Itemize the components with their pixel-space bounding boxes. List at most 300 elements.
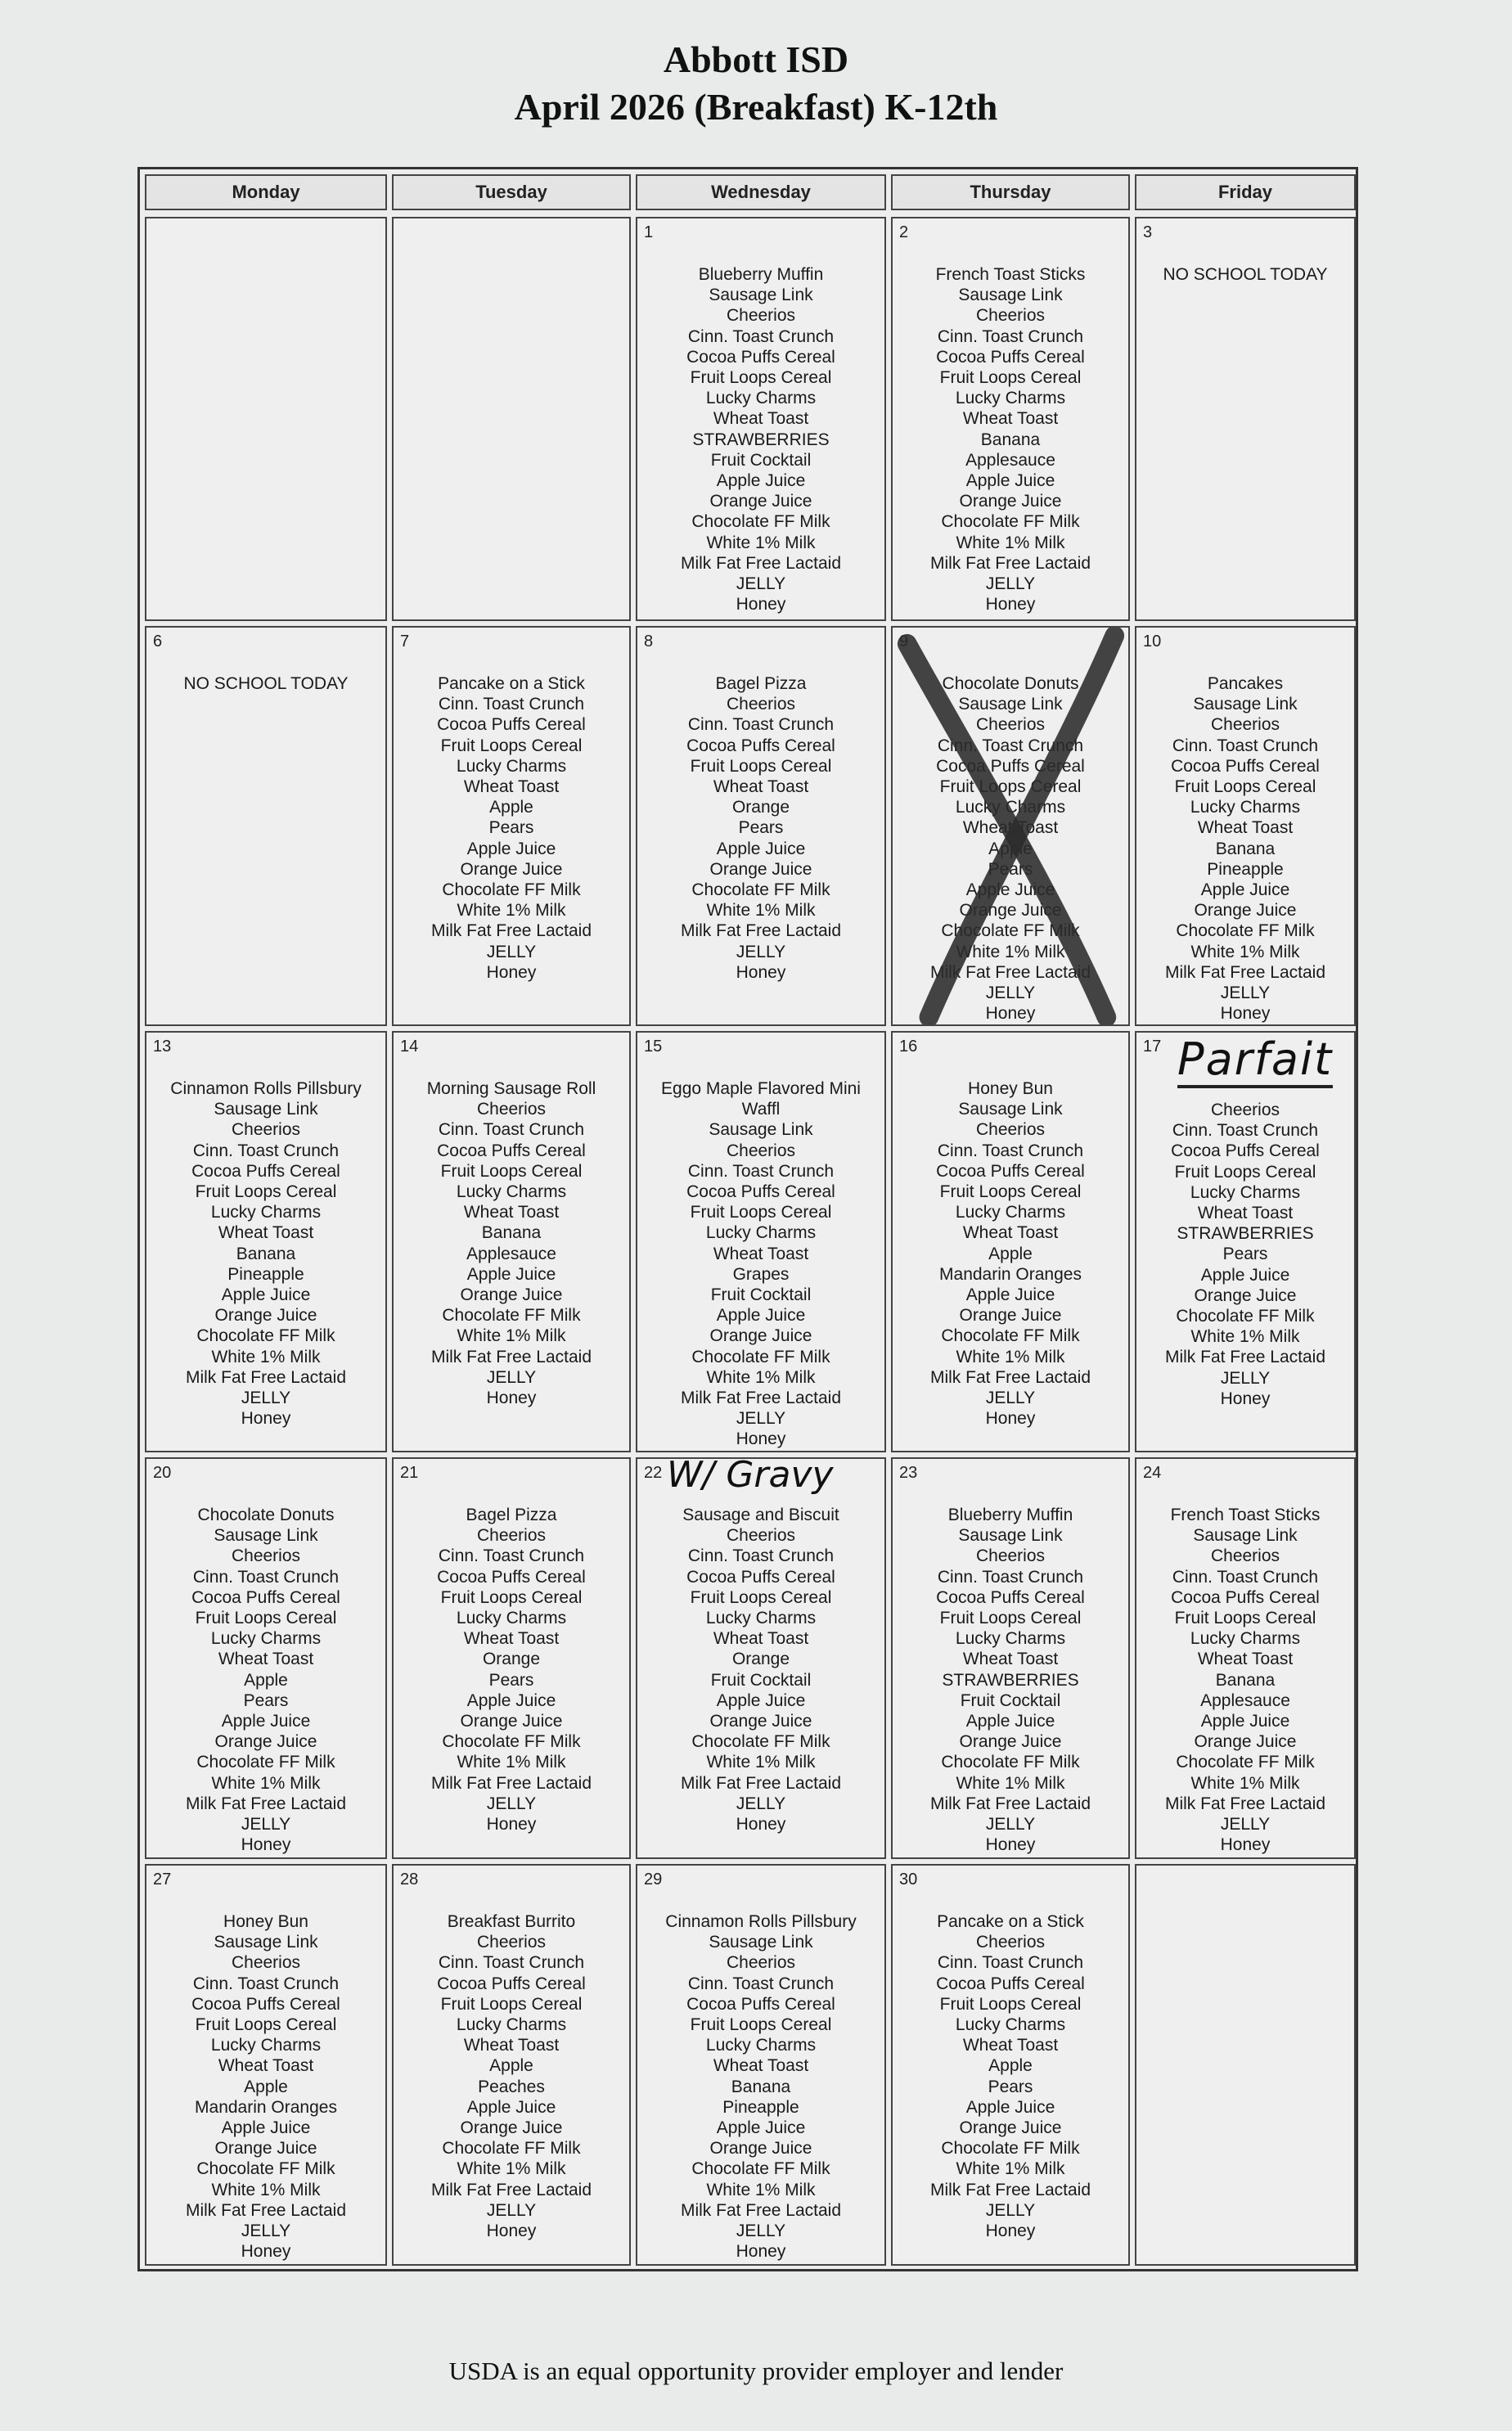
menu-item: Honey (241, 1409, 291, 1429)
menu-item: French Toast Sticks (935, 265, 1086, 284)
day-number: 30 (899, 1871, 918, 1889)
day-cell-15 (636, 1031, 886, 1452)
menu-item: Cheerios (1210, 1101, 1280, 1119)
menu-item: Applesauce (1200, 1690, 1290, 1710)
menu-item: Cocoa Puffs Cereal (437, 1974, 586, 1993)
menu-item: Fruit Loops Cereal (690, 368, 832, 388)
menu-item: Orange (482, 1650, 541, 1669)
menu-item: White 1% Milk (956, 2159, 1065, 2179)
day-number: 9 (899, 633, 909, 651)
menu-item-list (893, 1505, 1128, 1855)
menu-item: Lucky Charms (210, 1629, 322, 1649)
day-cell-28 (392, 1864, 631, 2266)
menu-item: Apple (244, 2077, 288, 2096)
menu-item: Blueberry Muffin (698, 265, 824, 284)
menu-item: Milk Fat Free Lactaid (929, 962, 1091, 982)
menu-item: Milk Fat Free Lactaid (1164, 1348, 1326, 1367)
day-cell-30 (891, 1864, 1130, 2266)
day-cell-9 (891, 626, 1130, 1026)
menu-item: Pancakes (1207, 674, 1284, 693)
menu-item: Fruit Loops Cereal (690, 1587, 832, 1607)
menu-item: Cinn. Toast Crunch (1172, 1567, 1319, 1587)
menu-item: Chocolate FF Milk (442, 2139, 581, 2159)
menu-item: Chocolate Donuts (942, 674, 1079, 693)
menu-item: Cinn. Toast Crunch (192, 1567, 340, 1587)
menu-item: Lucky Charms (210, 1203, 322, 1222)
menu-item: Orange Juice (1194, 1732, 1297, 1752)
day-cell-29 (636, 1864, 886, 2266)
document-title (0, 36, 1512, 131)
menu-item-list (1136, 673, 1354, 1024)
weekday-header-thursday: Thursday (891, 174, 1130, 210)
district-name: Abbott ISD (663, 38, 849, 80)
menu-item: Wheat Toast (713, 1244, 809, 1263)
menu-item: Honey (985, 1835, 1036, 1855)
menu-item: Apple Juice (221, 1285, 311, 1305)
menu-item: Wheat Toast (962, 2036, 1059, 2055)
menu-item: Apple Juice (716, 1690, 806, 1710)
menu-item: Sausage Link (709, 286, 813, 305)
menu-item: Fruit Loops Cereal (690, 2015, 832, 2035)
empty-day-cell (392, 217, 631, 621)
menu-item: Orange Juice (460, 2118, 563, 2138)
menu-item: Cocoa Puffs Cereal (1171, 756, 1320, 776)
menu-item: Fruit Loops Cereal (1174, 1162, 1316, 1182)
day-cell-27 (145, 1864, 387, 2266)
menu-item: Chocolate FF Milk (691, 2159, 830, 2179)
day-number: 28 (400, 1871, 419, 1889)
menu-item: Apple Juice (1200, 880, 1290, 900)
menu-item: French Toast Sticks (1170, 1506, 1321, 1524)
menu-item: Lucky Charms (955, 798, 1066, 817)
menu-item: Lucky Charms (955, 389, 1066, 408)
menu-item: Cocoa Puffs Cereal (686, 1994, 835, 2014)
day-number: 13 (153, 1038, 172, 1056)
menu-item: Orange Juice (214, 1306, 317, 1326)
menu-item: Cinn. Toast Crunch (687, 1546, 835, 1566)
menu-item: Cheerios (231, 1953, 301, 1973)
menu-item: Apple (988, 1244, 1033, 1263)
menu-item: Pears (1222, 1245, 1268, 1264)
day-number: 23 (899, 1464, 918, 1482)
menu-item: Orange Juice (959, 2118, 1062, 2138)
menu-item: Cinn. Toast Crunch (687, 1974, 835, 1993)
menu-item: Grapes (732, 1264, 790, 1284)
menu-item: Wheat Toast (1197, 818, 1294, 838)
menu-item: Milk Fat Free Lactaid (680, 2200, 842, 2220)
menu-item: Chocolate FF Milk (442, 1732, 581, 1752)
menu-item: Honey (985, 2222, 1036, 2241)
menu-item: Cocoa Puffs Cereal (437, 715, 586, 735)
weekday-header-monday: Monday (145, 174, 387, 210)
menu-item: White 1% Milk (706, 1753, 816, 1772)
menu-item-list (637, 673, 884, 983)
menu-item: Sausage Link (214, 1933, 318, 1952)
menu-item: Chocolate FF Milk (691, 880, 830, 900)
menu-item: Chocolate FF Milk (941, 921, 1080, 941)
day-cell-16 (891, 1031, 1130, 1452)
day-number: 16 (899, 1038, 918, 1056)
menu-item: Cocoa Puffs Cereal (437, 1141, 586, 1160)
menu-item: Apple Juice (466, 1690, 556, 1710)
empty-day-cell (145, 217, 387, 621)
menu-item: White 1% Milk (956, 942, 1065, 961)
menu-item: STRAWBERRIES (692, 430, 830, 449)
menu-item: Orange Juice (709, 492, 812, 511)
menu-item: JELLY (985, 1815, 1036, 1835)
menu-item: Cinn. Toast Crunch (1172, 1121, 1319, 1141)
menu-item-list (1136, 1100, 1354, 1409)
day-cell-14 (392, 1031, 631, 1452)
menu-item: White 1% Milk (956, 533, 1065, 552)
menu-item: Lucky Charms (955, 2015, 1066, 2035)
menu-item: Lucky Charms (955, 1629, 1066, 1649)
menu-item: Banana (1215, 839, 1276, 858)
day-cell-20 (145, 1457, 387, 1859)
menu-item: Chocolate FF Milk (196, 1753, 335, 1772)
day-number: 3 (1143, 223, 1153, 241)
menu-item: Lucky Charms (705, 389, 817, 408)
menu-item: Blueberry Muffin (947, 1506, 1073, 1524)
menu-item: Fruit Loops Cereal (1174, 777, 1316, 797)
menu-item-list (394, 673, 629, 983)
menu-item: Cocoa Puffs Cereal (936, 756, 1085, 776)
menu-item: Cinn. Toast Crunch (192, 1141, 340, 1160)
menu-item: Wheat Toast (463, 1203, 560, 1222)
menu-item: Apple Juice (965, 471, 1055, 491)
menu-item: Cocoa Puffs Cereal (936, 1587, 1085, 1607)
menu-item: Cinn. Toast Crunch (1172, 736, 1319, 755)
menu-item: Apple Juice (716, 2118, 806, 2138)
menu-item: Honey Bun (968, 1079, 1053, 1098)
menu-item: Honey Bun (223, 1912, 308, 1931)
day-number: 21 (400, 1464, 419, 1482)
day-cell-3 (1135, 217, 1356, 621)
menu-item: Milk Fat Free Lactaid (680, 921, 842, 941)
menu-item: Apple Juice (1200, 1265, 1290, 1285)
menu-item: Milk Fat Free Lactaid (929, 2180, 1091, 2199)
menu-item: Wheat Toast (463, 777, 560, 797)
menu-item: Cocoa Puffs Cereal (191, 1994, 340, 2014)
menu-item: Chocolate FF Milk (196, 1326, 335, 1346)
menu-item-list (893, 1911, 1128, 2241)
menu-item: White 1% Milk (457, 901, 566, 921)
menu-item: Honey (241, 2242, 291, 2262)
menu-item: Chocolate FF Milk (1176, 1307, 1315, 1326)
menu-item: Pears (488, 1670, 534, 1690)
menu-item: Wheat Toast (713, 777, 809, 797)
menu-item: Fruit Loops Cereal (939, 1609, 1082, 1628)
menu-item-list (146, 1505, 385, 1855)
menu-item: Apple Juice (965, 880, 1055, 900)
menu-item: JELLY (486, 1794, 537, 1813)
menu-item: Cocoa Puffs Cereal (936, 1161, 1085, 1181)
day-number: 7 (400, 633, 410, 651)
menu-item-list (146, 673, 385, 694)
menu-item: Sausage Link (214, 1526, 318, 1546)
menu-item: Pears (988, 859, 1033, 879)
menu-item: Honey (1220, 1004, 1271, 1024)
menu-item-list (394, 1078, 629, 1408)
empty-day-cell (1135, 1864, 1356, 2266)
menu-item: Pears (988, 2077, 1033, 2096)
menu-item: White 1% Milk (211, 1347, 321, 1366)
menu-item: JELLY (486, 942, 537, 961)
day-number: 6 (153, 633, 163, 651)
menu-item: White 1% Milk (1190, 1773, 1300, 1793)
menu-item: JELLY (736, 574, 786, 594)
menu-item: Orange Juice (214, 2139, 317, 2159)
menu-item: Fruit Loops Cereal (939, 368, 1082, 388)
menu-item: JELLY (486, 1367, 537, 1387)
menu-item: Apple Juice (716, 1306, 806, 1326)
day-number: 20 (153, 1464, 172, 1482)
menu-item: Milk Fat Free Lactaid (185, 2200, 347, 2220)
menu-item: Cheerios (726, 695, 796, 714)
menu-item: JELLY (736, 2222, 786, 2241)
menu-item: Fruit Loops Cereal (195, 1609, 337, 1628)
menu-item: Honey (1220, 1389, 1271, 1408)
menu-item: Lucky Charms (210, 2036, 322, 2055)
menu-item: White 1% Milk (457, 2159, 566, 2179)
menu-item: Orange Juice (959, 1306, 1062, 1326)
menu-item: Milk Fat Free Lactaid (430, 2180, 592, 2199)
weekday-header-friday: Friday (1135, 174, 1356, 210)
menu-item: Fruit Loops Cereal (440, 1161, 583, 1181)
menu-item: Orange Juice (460, 1285, 563, 1305)
menu-item-list (146, 1911, 385, 2262)
menu-item: Pineapple (227, 1264, 304, 1284)
menu-item: JELLY (241, 1815, 291, 1835)
day-number: 29 (644, 1871, 663, 1889)
menu-item: Apple Juice (466, 1264, 556, 1284)
menu-item: Sausage Link (1193, 1526, 1298, 1546)
menu-item: Chocolate FF Milk (691, 1732, 830, 1752)
menu-item: Orange Juice (959, 1732, 1062, 1752)
menu-item: Bagel Pizza (466, 1506, 557, 1524)
menu-item-list (637, 1911, 884, 2262)
menu-item: Pineapple (722, 2097, 799, 2117)
menu-item: JELLY (736, 1409, 786, 1429)
menu-item: White 1% Milk (457, 1326, 566, 1346)
menu-item: White 1% Milk (211, 2180, 321, 2199)
handwritten-note: W/ Gravy (667, 1454, 834, 1496)
menu-item: Cheerios (975, 715, 1046, 735)
menu-item: Cocoa Puffs Cereal (686, 736, 835, 755)
menu-item: Wheat Toast (962, 1650, 1059, 1669)
menu-item: Cheerios (726, 1526, 796, 1546)
menu-item: JELLY (486, 2200, 537, 2220)
menu-item: JELLY (241, 1389, 291, 1408)
menu-item: White 1% Milk (706, 2180, 816, 2199)
menu-item: Wheat Toast (1197, 1204, 1294, 1223)
menu-item: Honey (486, 1389, 537, 1408)
menu-item: Orange Juice (959, 492, 1062, 511)
day-cell-8 (636, 626, 886, 1026)
menu-item: Eggo Maple Flavored Mini (661, 1079, 861, 1098)
day-cell-22 (636, 1454, 886, 1859)
calendar-grid (137, 167, 1358, 2271)
menu-item: Chocolate FF Milk (941, 1753, 1080, 1772)
menu-item: Milk Fat Free Lactaid (929, 1367, 1091, 1387)
menu-item: Milk Fat Free Lactaid (185, 1794, 347, 1813)
menu-item: Bagel Pizza (715, 674, 807, 693)
menu-item-list (893, 264, 1128, 615)
weekday-header-tuesday: Tuesday (392, 174, 631, 210)
menu-item-list (637, 1078, 884, 1450)
menu-item: Cheerios (975, 1546, 1046, 1566)
menu-item: Banana (236, 1244, 296, 1263)
menu-item: Apple Juice (466, 839, 556, 858)
menu-item: Cinn. Toast Crunch (438, 695, 585, 714)
menu-item: JELLY (985, 574, 1036, 594)
menu-item: Pineapple (1207, 859, 1284, 879)
menu-item: Milk Fat Free Lactaid (430, 1347, 592, 1366)
menu-item: Cheerios (726, 306, 796, 326)
menu-item: Wheat Toast (218, 2056, 314, 2076)
day-number: 22 (644, 1464, 663, 1482)
menu-item: Lucky Charms (456, 756, 567, 776)
menu-item: Apple Juice (965, 1712, 1055, 1731)
menu-item: Honey (486, 2222, 537, 2241)
menu-item: Lucky Charms (456, 2015, 567, 2035)
menu-item: JELLY (985, 1389, 1036, 1408)
menu-item: Sausage Link (958, 1100, 1063, 1119)
day-cell-2 (891, 217, 1130, 621)
menu-item: Cinn. Toast Crunch (937, 326, 1084, 346)
menu-item: Cinn. Toast Crunch (937, 736, 1084, 755)
menu-item: Milk Fat Free Lactaid (185, 1367, 347, 1387)
calendar-inner (145, 174, 1351, 2264)
menu-item-list (146, 1078, 385, 1429)
menu-item: Cheerios (1210, 1546, 1280, 1566)
day-cell-23 (891, 1457, 1130, 1859)
menu-item: Sausage Link (958, 1526, 1063, 1546)
menu-item: JELLY (1220, 1815, 1271, 1835)
menu-item: Pears (243, 1690, 289, 1710)
menu-item: Cinn. Toast Crunch (687, 326, 835, 346)
menu-item: Wheat Toast (962, 409, 1059, 429)
menu-item: Applesauce (466, 1244, 556, 1263)
menu-item: Pears (488, 818, 534, 838)
menu-item: Lucky Charms (1190, 1182, 1301, 1202)
menu-item: Cocoa Puffs Cereal (1171, 1141, 1320, 1161)
menu-item: Honey (985, 595, 1036, 615)
menu-item: Fruit Loops Cereal (440, 736, 583, 755)
menu-item: Apple (244, 1670, 288, 1690)
day-cell-24 (1135, 1457, 1356, 1859)
menu-item: Chocolate FF Milk (442, 880, 581, 900)
menu-item: Cheerios (975, 1933, 1046, 1952)
menu-item: Wheat Toast (463, 2036, 560, 2055)
menu-item: Orange Juice (214, 1732, 317, 1752)
day-number: 17 (1143, 1038, 1162, 1056)
menu-item: Orange Juice (709, 2139, 812, 2159)
menu-item: Lucky Charms (705, 2036, 817, 2055)
menu-item: Chocolate FF Milk (442, 1306, 581, 1326)
menu-item: Orange Juice (709, 1326, 812, 1346)
menu-item: Banana (1215, 1670, 1276, 1690)
day-number: 15 (644, 1038, 663, 1056)
menu-item: Cinn. Toast Crunch (192, 1974, 340, 1993)
menu-item-list (637, 264, 884, 615)
menu-item: Milk Fat Free Lactaid (430, 1773, 592, 1793)
day-cell-21 (392, 1457, 631, 1859)
menu-item: Orange Juice (959, 901, 1062, 921)
menu-item: Wheat Toast (962, 818, 1059, 838)
menu-item: Cheerios (1210, 715, 1280, 735)
menu-item-list (1136, 1505, 1354, 1855)
menu-item: Cocoa Puffs Cereal (191, 1161, 340, 1181)
day-cell-6 (145, 626, 387, 1026)
menu-item: Banana (731, 2077, 791, 2096)
menu-item: Milk Fat Free Lactaid (929, 553, 1091, 573)
menu-item: White 1% Milk (457, 1753, 566, 1772)
menu-item: Orange Juice (1194, 901, 1297, 921)
menu-item: White 1% Milk (211, 1773, 321, 1793)
menu-item-list (1136, 264, 1354, 285)
menu-item: JELLY (736, 942, 786, 961)
menu-item: Cocoa Puffs Cereal (686, 347, 835, 367)
menu-item: Apple Juice (716, 471, 806, 491)
menu-item: Fruit Loops Cereal (1174, 1609, 1316, 1628)
day-cell-7 (392, 626, 631, 1026)
menu-item: Sausage Link (214, 1100, 318, 1119)
menu-item: Sausage Link (709, 1933, 813, 1952)
menu-item: Applesauce (965, 450, 1055, 470)
menu-item: Lucky Charms (705, 1609, 817, 1628)
menu-item: Honey (736, 1429, 786, 1449)
menu-item: Wheat Toast (713, 409, 809, 429)
menu-item: Honey (736, 1815, 786, 1835)
menu-item: Wheat Toast (713, 1629, 809, 1649)
menu-item: Wheat Toast (962, 1223, 1059, 1243)
menu-item: Morning Sausage Roll (426, 1079, 596, 1098)
menu-item: Wheat Toast (463, 1629, 560, 1649)
menu-item: Apple Juice (965, 2097, 1055, 2117)
menu-item: Cocoa Puffs Cereal (936, 1974, 1085, 1993)
menu-item-list (893, 1078, 1128, 1429)
menu-item: Fruit Cocktail (710, 450, 812, 470)
menu-item: Chocolate FF Milk (196, 2159, 335, 2179)
menu-item: Apple (988, 839, 1033, 858)
menu-item: Honey (486, 1815, 537, 1835)
menu-item: Apple Juice (965, 1285, 1055, 1305)
day-number: 24 (1143, 1464, 1162, 1482)
menu-item: Chocolate FF Milk (691, 1347, 830, 1366)
menu-item: White 1% Milk (1190, 1327, 1300, 1347)
menu-item-list (637, 1505, 884, 1835)
menu-item: Sausage Link (958, 695, 1063, 714)
menu-item: Breakfast Burrito (447, 1912, 576, 1931)
menu-item: Honey (985, 1004, 1036, 1024)
menu-item: Orange Juice (709, 1712, 812, 1731)
menu-item: Pears (738, 818, 784, 838)
menu-item: JELLY (736, 1794, 786, 1813)
day-number: 2 (899, 223, 909, 241)
menu-item: White 1% Milk (956, 1347, 1065, 1366)
menu-item: Apple (489, 2056, 533, 2076)
menu-item: Cinn. Toast Crunch (937, 1953, 1084, 1973)
menu-item: Apple Juice (221, 2118, 311, 2138)
menu-item: Orange Juice (709, 859, 812, 879)
menu-item: Banana (481, 1223, 542, 1243)
menu-item: Sausage Link (709, 1120, 813, 1140)
menu-item: Wheat Toast (713, 2056, 809, 2076)
menu-item: Chocolate Donuts (197, 1506, 335, 1524)
menu-item: Pancake on a Stick (937, 1912, 1084, 1931)
menu-item: Cinn. Toast Crunch (687, 715, 835, 735)
